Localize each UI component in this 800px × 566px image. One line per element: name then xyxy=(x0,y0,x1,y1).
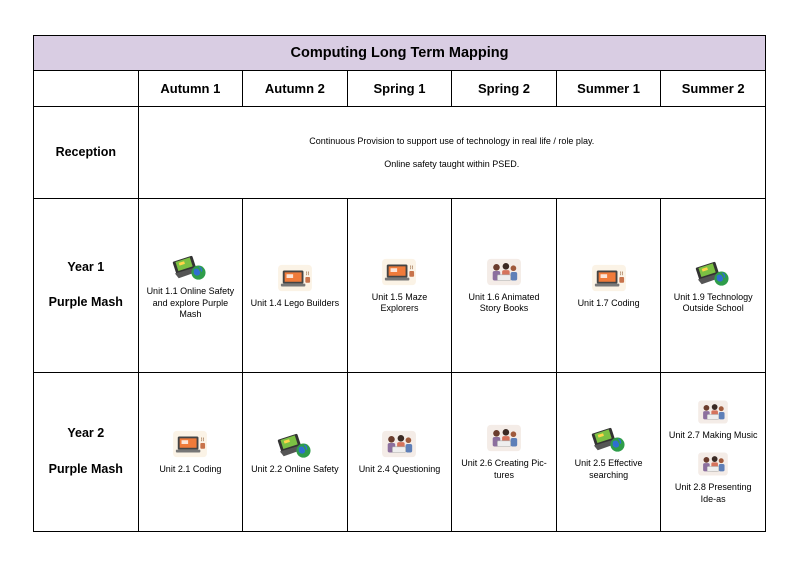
people-tablet-icon xyxy=(485,422,523,454)
term-header-summer-2: Summer 2 xyxy=(661,71,766,107)
year1-row xyxy=(34,199,766,372)
people-tablet-icon xyxy=(380,428,418,460)
term-header-spring-1: Spring 1 xyxy=(347,71,452,107)
unit-label: Unit 2.2 Online Safety xyxy=(251,463,339,474)
unit-label: Unit 1.7 Coding xyxy=(577,297,640,308)
row-label-year1 xyxy=(34,199,139,372)
unit-card xyxy=(557,262,661,310)
unit-label: Unit 1.4 Lego Builders xyxy=(250,297,340,308)
year2-autumn2-cell xyxy=(243,372,348,531)
laptop-globe-icon xyxy=(171,250,209,282)
unit-label: Unit 2.6 Creating Pic-tures xyxy=(461,458,547,480)
corner-cell xyxy=(34,71,139,107)
unit-label: Unit 1.5 Maze Explorers xyxy=(371,291,428,314)
year2-spring2-cell xyxy=(452,372,557,531)
unit-label: Unit 2.4 Questioning xyxy=(358,463,441,474)
term-header-summer-1: Summer 1 xyxy=(556,71,661,107)
year1-summer2-cell xyxy=(661,199,766,372)
row-label-year2-subtitle: Purple Mash xyxy=(48,461,123,476)
table-title: Computing Long Term Mapping xyxy=(34,36,766,71)
laptop-globe-icon xyxy=(276,428,314,460)
year1-summer1-cell xyxy=(556,199,661,372)
laptop-globe-icon xyxy=(694,256,732,288)
term-header-spring-2: Spring 2 xyxy=(452,71,557,107)
unit-card xyxy=(452,256,556,315)
reception-line: Continuous Provision to support use of technology in real life / role play. xyxy=(309,135,595,146)
unit-card xyxy=(243,428,347,476)
unit-card xyxy=(661,450,765,505)
unit-label: Unit 2.7 Making Music xyxy=(668,430,758,441)
year1-autumn1-cell xyxy=(138,199,243,372)
term-header-autumn-1: Autumn 1 xyxy=(138,71,243,107)
year2-spring1-cell xyxy=(347,372,452,531)
row-label-reception: Reception xyxy=(34,107,139,199)
unit-label: Unit 2.8 Presenting Ide-as xyxy=(674,481,752,504)
unit-label: Unit 2.1 Coding xyxy=(159,463,222,474)
unit-card xyxy=(139,250,243,321)
unit-card xyxy=(348,428,452,476)
unit-label: Unit 1.6 Animated Story Books xyxy=(468,291,540,314)
reception-line: Online safety taught within PSED. xyxy=(384,158,520,169)
year1-autumn2-cell xyxy=(243,199,348,372)
year2-summer2-cell xyxy=(661,372,766,531)
people-tablet-icon xyxy=(696,398,730,426)
year2-row xyxy=(34,372,766,531)
unit-card xyxy=(139,428,243,476)
row-label-year2-title: Year 2 xyxy=(67,426,105,441)
unit-label: Unit 2.5 Effective searching xyxy=(574,458,643,480)
reception-row xyxy=(34,107,766,199)
year1-spring2-cell xyxy=(452,199,557,372)
unit-card xyxy=(661,256,765,315)
long-term-mapping-table xyxy=(33,35,766,532)
laptop-globe-icon xyxy=(590,422,628,454)
row-label-year1-subtitle: Purple Mash xyxy=(48,295,123,310)
reception-content xyxy=(138,107,765,199)
unit-card xyxy=(348,256,452,315)
year2-autumn1-cell xyxy=(138,372,243,531)
unit-card xyxy=(452,422,556,481)
unit-card xyxy=(243,262,347,310)
unit-label: Unit 1.1 Online Safety and explore Purple Mash xyxy=(146,285,235,320)
laptop-coffee-icon xyxy=(590,262,628,294)
year2-summer1-cell xyxy=(556,372,661,531)
term-header-row xyxy=(34,71,766,107)
people-tablet-icon xyxy=(485,256,523,288)
laptop-coffee-icon xyxy=(380,256,418,288)
unit-card xyxy=(557,422,661,481)
year1-spring1-cell xyxy=(347,199,452,372)
unit-card xyxy=(661,398,765,442)
row-label-year2 xyxy=(34,372,139,531)
laptop-coffee-icon xyxy=(171,428,209,460)
row-label-year1-title: Year 1 xyxy=(67,259,105,274)
term-header-autumn-2: Autumn 2 xyxy=(243,71,348,107)
unit-label: Unit 1.9 Technology Outside School xyxy=(673,291,753,314)
laptop-coffee-icon xyxy=(276,262,314,294)
people-tablet-icon xyxy=(696,450,730,478)
